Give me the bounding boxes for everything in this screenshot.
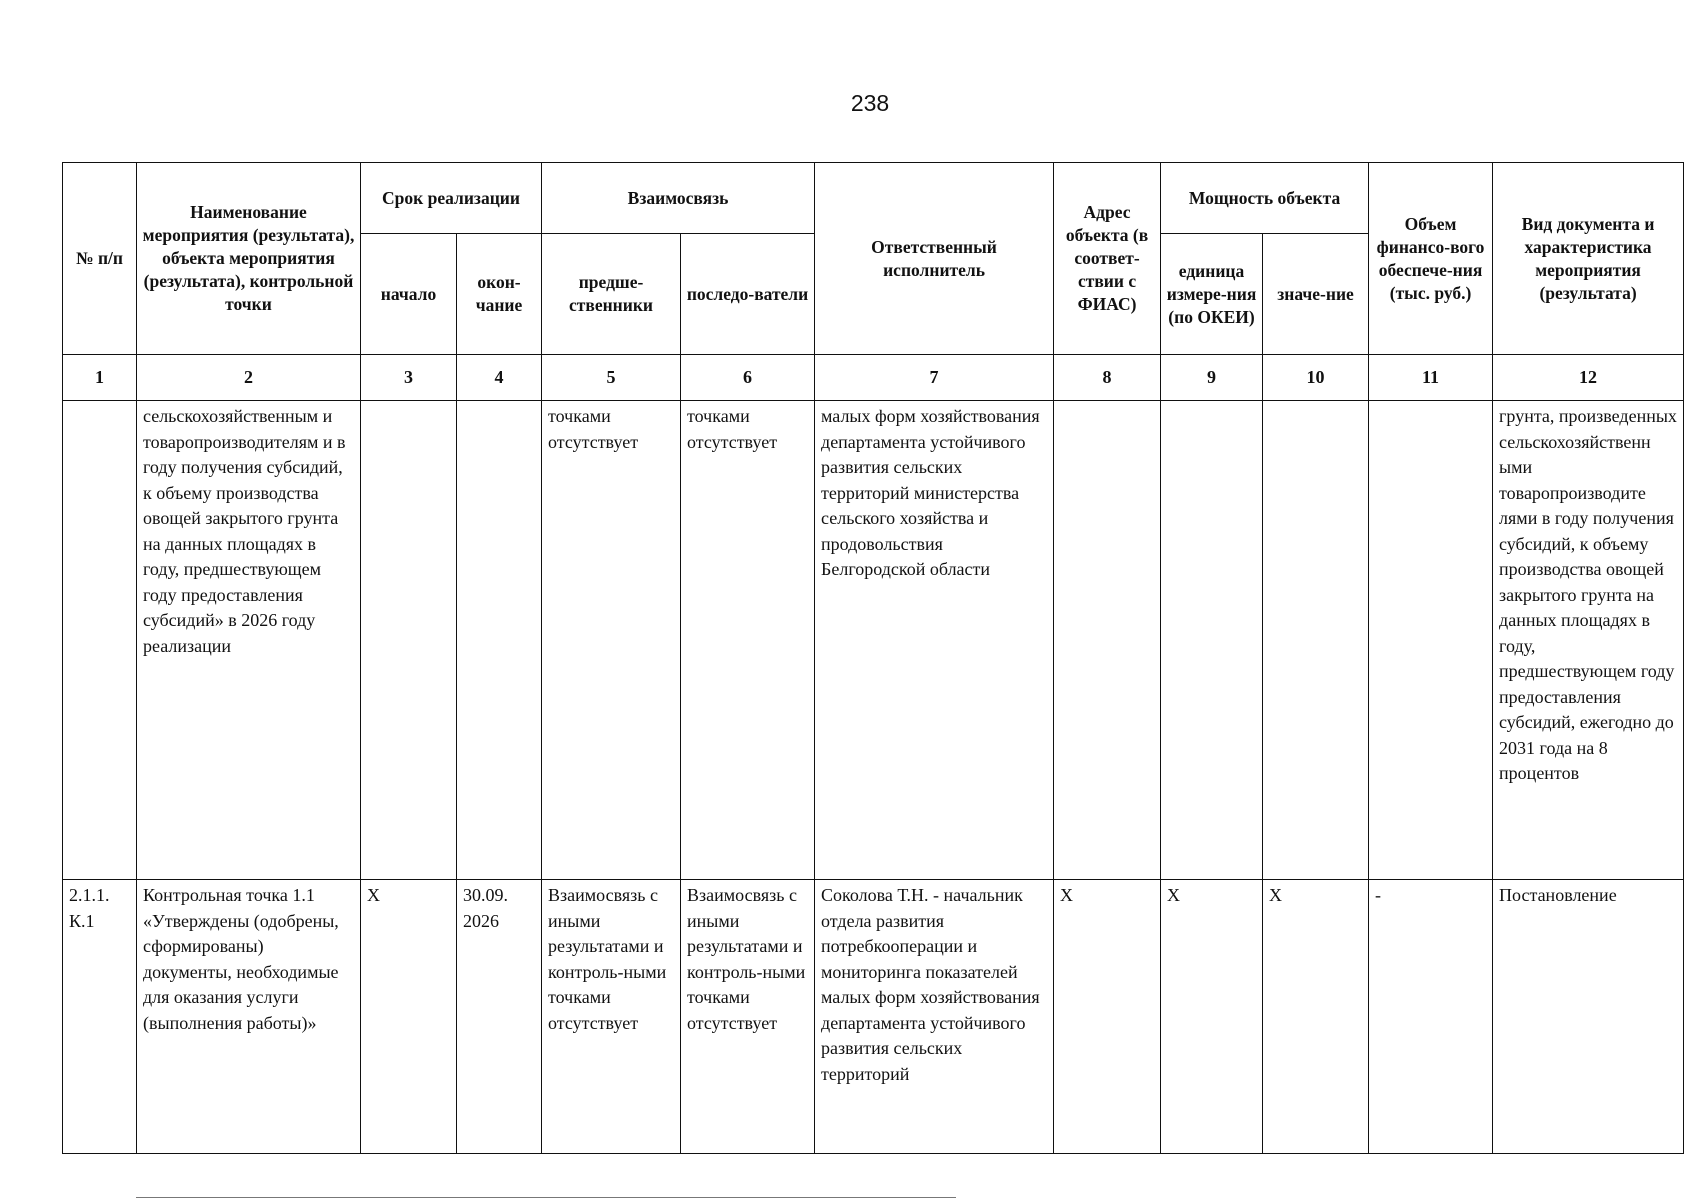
column-number: 3	[361, 355, 457, 401]
column-number: 10	[1263, 355, 1369, 401]
column-number: 11	[1369, 355, 1493, 401]
header-address: Адрес объекта (в соответ-ствии с ФИАС)	[1054, 163, 1161, 355]
cell-value: X	[1263, 880, 1369, 1154]
header-executor: Ответственный исполнитель	[815, 163, 1054, 355]
cell-name: сельскохозяйственным и товаропроизводителям и в году получения субсидий, к объему производства овощей закрытого грунта на данных площадях в году, предшествующем году предоставления субсидий» в 2026 году реализации	[137, 401, 361, 880]
header-successors: последо-ватели	[681, 234, 815, 355]
page-number: 238	[850, 90, 890, 116]
column-number: 4	[457, 355, 542, 401]
column-number: 12	[1493, 355, 1684, 401]
table-row	[63, 880, 1684, 1154]
cell-address: X	[1054, 880, 1161, 1154]
cell-finance	[1369, 401, 1493, 880]
header-doc-type: Вид документа и характеристика мероприятия (результата)	[1493, 163, 1684, 355]
cell-finance: -	[1369, 880, 1493, 1154]
header-period: Срок реализации	[361, 163, 542, 234]
header-period-end: окон-чание	[457, 234, 542, 355]
cell-start: X	[361, 880, 457, 1154]
cell-end	[457, 401, 542, 880]
column-number: 6	[681, 355, 815, 401]
cell-executor: Соколова Т.Н. - начальник отдела развития потребкооперации и мониторинга показателей малых форм хозяйствования департамента устойчивого развития сельских территорий	[815, 880, 1054, 1154]
header-row-1	[63, 163, 1684, 234]
column-number: 1	[63, 355, 137, 401]
header-name: Наименование мероприятия (результата), объекта мероприятия (результата), контрольной точки	[137, 163, 361, 355]
table-row	[63, 401, 1684, 880]
column-number: 7	[815, 355, 1054, 401]
cell-successors: точками отсутствует	[681, 401, 815, 880]
cell-num	[63, 401, 137, 880]
cell-address	[1054, 401, 1161, 880]
cell-start	[361, 401, 457, 880]
cell-executor: малых форм хозяйствования департамента устойчивого развития сельских территорий министерства сельского хозяйства и продовольствия Белгородской области	[815, 401, 1054, 880]
header-value: значе-ние	[1263, 234, 1369, 355]
column-number: 9	[1161, 355, 1263, 401]
cell-unit	[1161, 401, 1263, 880]
cell-name: Контрольная точка 1.1 «Утверждены (одобрены, сформированы) документы, необходимые для оказания услуги (выполнения работы)»	[137, 880, 361, 1154]
cell-doc-type: грунта, произведенных сельскохозяйственн ыми товаропроизводите лями в году получения субсидий, к объему производства овощей закрытого грунта на данных площадях в году, предшествующем году предоставления субсидий, ежегодно до 2031 года на 8 процентов	[1493, 401, 1684, 880]
header-predecessors: предше-ственники	[542, 234, 681, 355]
header-unit: единица измере-ния (по ОКЕИ)	[1161, 234, 1263, 355]
cell-end: 30.09. 2026	[457, 880, 542, 1154]
header-finance: Объем финансо-вого обеспече-ния (тыс. руб.)	[1369, 163, 1493, 355]
header-num: № п/п	[63, 163, 137, 355]
cell-num: 2.1.1. К.1	[63, 880, 137, 1154]
bottom-rule	[136, 1197, 956, 1198]
cell-doc-type: Постановление	[1493, 880, 1684, 1154]
column-number: 8	[1054, 355, 1161, 401]
header-period-start: начало	[361, 234, 457, 355]
plan-table	[62, 162, 1684, 1154]
header-capacity: Мощность объекта	[1161, 163, 1369, 234]
cell-value	[1263, 401, 1369, 880]
column-number: 5	[542, 355, 681, 401]
cell-predecessors: Взаимосвязь с иными результатами и контроль-ными точками отсутствует	[542, 880, 681, 1154]
cell-successors: Взаимосвязь с иными результатами и контроль-ными точками отсутствует	[681, 880, 815, 1154]
column-number: 2	[137, 355, 361, 401]
cell-predecessors: точками отсутствует	[542, 401, 681, 880]
header-relation: Взаимосвязь	[542, 163, 815, 234]
column-numbers-row	[63, 355, 1684, 401]
cell-unit: X	[1161, 880, 1263, 1154]
